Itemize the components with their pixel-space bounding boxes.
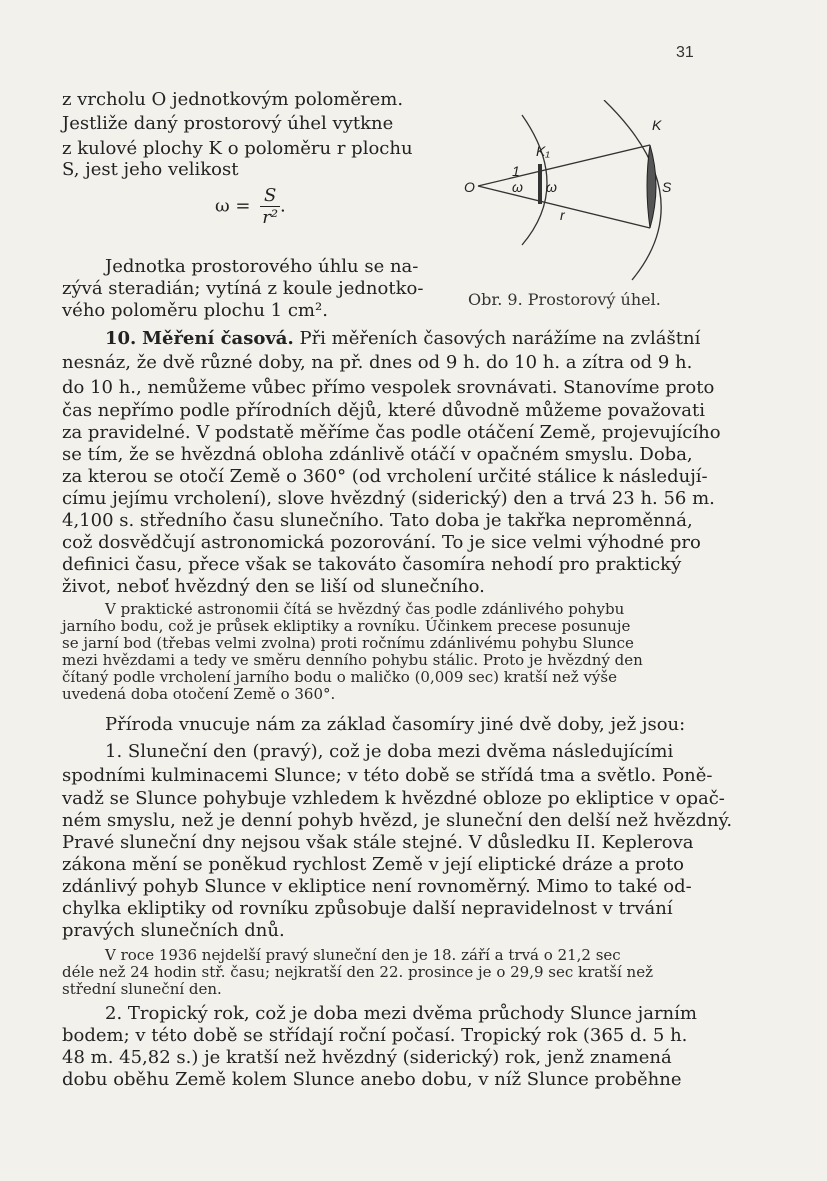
body-line: dobu oběhu Země kolem Slunce anebo dobu, v níž Slunce proběhne: [62, 1069, 682, 1090]
intro-line: S, jest jeho velikost: [62, 159, 239, 180]
area-s: [647, 145, 656, 228]
body-line: za pravidelné. V podstatě měříme čas podle otáčení Země, projevujícího: [62, 422, 721, 443]
solid-angle-formula: [215, 185, 286, 228]
note-line: se jarní bod (třebas velmi zvolna) proti ročnímu zdánlivému pohybu Slunce: [62, 634, 634, 652]
note-line: jarního bodu, což je průsek ekliptiky a rovníku. Účinkem precese posunuje: [62, 617, 631, 635]
note-line: čítaný podle vrcholení jarního bodu o maličko (0,009 sec) kratší než výše: [62, 668, 617, 686]
formula-numerator: S: [263, 185, 277, 206]
label-r: r: [560, 207, 565, 223]
body-line: Pravé sluneční dny nejsou však stále stejné. V důsledku II. Keplerova: [62, 832, 694, 853]
section-first-line: Při měřeních časových narážíme na zvláštní: [299, 328, 701, 349]
label-k1: K₁: [536, 143, 550, 159]
area-k1: [538, 164, 542, 204]
body-line: do 10 h., nemůžeme vůbec přímo vespolek srovnávati. Stanovíme proto: [62, 377, 715, 398]
body-line: nesnáz, že dvě různé doby, na př. dnes od 9 h. do 10 h. a zítra od 9 h.: [62, 352, 693, 373]
note-line: V praktické astronomii čítá se hvězdný čas podle zdánlivého pohybu: [105, 600, 625, 618]
unit-line: zývá steradián; vytíná z koule jednotko-: [62, 278, 424, 299]
page-number: 31: [676, 44, 694, 61]
body-line: 2. Tropický rok, což je doba mezi dvěma průchody Slunce jarním: [105, 1003, 697, 1024]
intro-line: z vrcholu O jednotkovým poloměrem.: [62, 89, 404, 110]
body-line: 48 m. 45,82 s.) je kratší než hvězdný (siderický) rok, jenž znamená: [62, 1047, 672, 1068]
intro-line: z kulové plochy K o poloměru r plochu: [62, 138, 413, 159]
section-heading-line: [105, 328, 700, 349]
body-line: zdánlivý pohyb Slunce v ekliptice není rovnoměrný. Mimo to také od-: [62, 876, 692, 897]
label-o: O: [464, 179, 475, 195]
note-line: mezi hvězdami a tedy ve směru denního pohybu stálic. Proto je hvězdný den: [62, 651, 643, 669]
note-line: déle než 24 hodin stř. času; nejkratší den 22. prosince je o 29,9 sec kratší než: [62, 963, 653, 981]
body-line: címu jejímu vrcholení), slove hvězdný (siderický) den a trvá 23 h. 56 m.: [62, 488, 715, 509]
body-line: 4,100 s. středního času slunečního. Tato doba je takřka neproměnná,: [62, 510, 693, 531]
section-title: Měření časová.: [142, 328, 294, 349]
body-line: zákona mění se poněkud rychlost Země v její eliptické dráze a proto: [62, 854, 685, 875]
unit-line: vého poloměru plochu 1 cm².: [62, 300, 328, 321]
intro-line: Jestliže daný prostorový úhel vytkne: [62, 113, 394, 134]
body-line: pravých slunečních dnů.: [62, 920, 285, 941]
body-line: život, neboť hvězdný den se liší od slunečního.: [62, 576, 485, 597]
label-omega-inner: ω: [512, 179, 523, 195]
label-omega-outer: ω: [546, 179, 557, 195]
body-line: bodem; v této době se střídají roční počasí. Tropický rok (365 d. 5 h.: [62, 1025, 688, 1046]
unit-sphere-arc: [522, 115, 547, 245]
label-k: K: [652, 117, 662, 133]
note-line: střední sluneční den.: [62, 980, 222, 998]
figure-caption: Obr. 9. Prostorový úhel.: [468, 290, 661, 309]
body-line: vadž se Slunce pohybuje vzhledem k hvězdné obloze po ekliptice v opač-: [62, 788, 725, 809]
note-line: uvedená doba otočení Země o 360°.: [62, 685, 336, 703]
body-line: což dosvědčují astronomická pozorování. To je sice velmi výhodné pro: [62, 532, 701, 553]
body-line: se tím, že se hvězdná obloha zdánlivě otáčí v opačném smyslu. Doba,: [62, 444, 693, 465]
label-s: S: [662, 179, 672, 195]
section-number: 10.: [105, 328, 137, 349]
body-line: spodními kulminacemi Slunce; v této době se střídá tma a světlo. Poně-: [62, 765, 713, 786]
body-line: definici času, přece však se takováto časomíra nehodí pro praktický: [62, 554, 682, 575]
unit-line: Jednotka prostorového úhlu se na-: [105, 256, 419, 277]
solid-angle-figure: [452, 100, 692, 312]
body-line: ném smyslu, než je denní pohyb hvězd, je sluneční den delší než hvězdný.: [62, 810, 733, 831]
body-line: za kterou se otočí Země o 360° (od vrcholení určité stálice k následují-: [62, 466, 708, 487]
body-line: čas nepřímo podle přírodních dějů, které důvodně můžeme považovati: [62, 400, 706, 421]
formula-suffix: .: [280, 195, 286, 217]
label-one: 1: [512, 163, 520, 179]
note-line: V roce 1936 nejdelší pravý sluneční den je 18. září a trvá o 21,2 sec: [105, 946, 621, 964]
formula-fraction: [260, 185, 280, 228]
formula-lhs: ω =: [215, 195, 251, 217]
body-line: chylka ekliptiky od rovníku způsobuje další nepravidelnost v trvání: [62, 898, 673, 919]
formula-denominator: r²: [262, 207, 279, 228]
body-line: Příroda vnucuje nám za základ časomíry jiné dvě doby, jež jsou:: [105, 714, 686, 735]
body-line: 1. Sluneční den (pravý), což je doba mezi dvěma následujícími: [105, 741, 674, 762]
cone-edge-upper: [478, 145, 650, 186]
